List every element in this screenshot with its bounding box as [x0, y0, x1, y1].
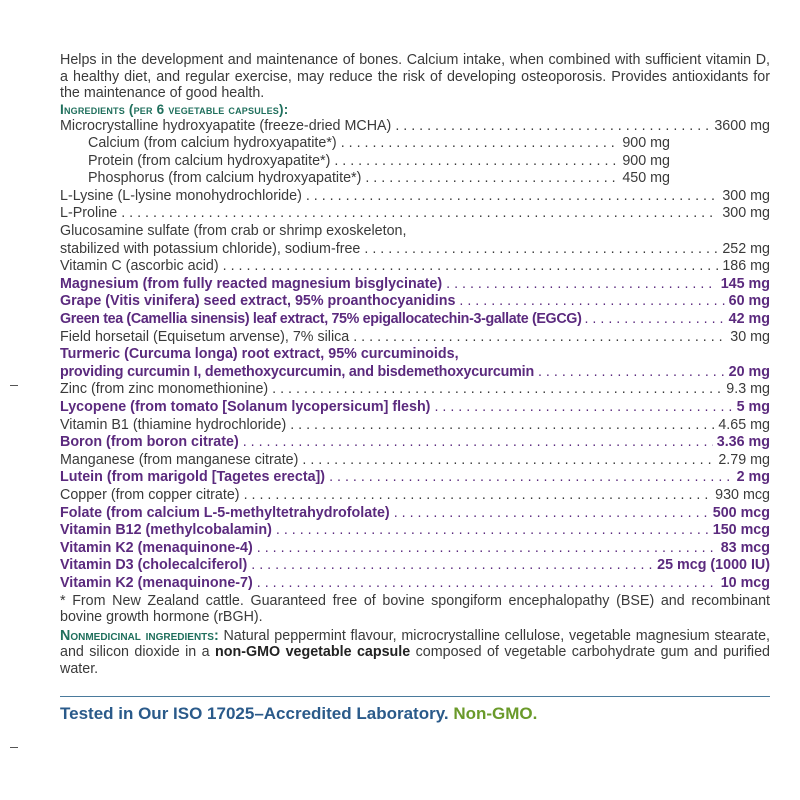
ingredients-header: Ingredients (per 6 vegetable capsules):	[60, 101, 289, 117]
ingredient-row: L-Proline . . . 300 mg	[60, 205, 770, 223]
ingredient-row: providing curcumin I, demethoxycurcumin, and bisdemethoxycurcumin . . . 20 mg	[60, 364, 770, 382]
ingredient-row: Green tea (Camellia sinensis) leaf extract, 75% epigallocatechin-3-gallate (EGCG) . . . 42 mg	[60, 311, 770, 329]
nonmedicinal-ingredients: Nonmedicinal ingredients: Natural peppermint flavour, microcrystalline cellulose, vegetable magnesium stearate, and silicon dioxide in a non-GMO vegetable capsule composed of vegetable carbohydrate gum and purified water.	[60, 627, 770, 677]
footnote: * From New Zealand cattle. Guaranteed free of bovine spongiform encephalopathy (BSE) and recombinant bovine growth hormone (rBGH).	[60, 592, 770, 626]
ingredient-row: Protein (from calcium hydroxyapatite*) . . . 900 mg	[60, 153, 770, 171]
divider	[60, 696, 770, 697]
non-gmo-text: Non-GMO.	[453, 704, 538, 723]
non-gmo-capsule: non-GMO vegetable capsule	[215, 644, 411, 661]
ingredient-row-line1: Turmeric (Curcuma longa) root extract, 95% curcuminoids,	[60, 346, 459, 363]
ingredient-row: Magnesium (from fully reacted magnesium bisglycinate) . . . 145 mg	[60, 276, 770, 294]
ingredient-row: Vitamin B1 (thiamine hydrochloride) . . . 4.65 mg	[60, 417, 770, 435]
ingredient-row: Calcium (from calcium hydroxyapatite*) . . . 900 mg	[60, 135, 770, 153]
intro-text: Helps in the development and maintenance of bones. Calcium intake, when combined with sufficient vitamin D, a healthy diet, and regular exercise, may reduce the risk of developing osteoporosis. Provides antioxidants for the maintenance of good health.	[60, 52, 770, 101]
crop-mark	[10, 747, 18, 748]
ingredient-row: Grape (Vitis vinifera) seed extract, 95% proanthocyanidins . . . 60 mg	[60, 293, 770, 311]
ingredient-row: Lutein (from marigold [Tagetes erecta]) . . . 2 mg	[60, 469, 770, 487]
nonmedicinal-header: Nonmedicinal ingredients:	[60, 627, 219, 644]
tested-text: Tested in Our ISO 17025–Accredited Laboratory.	[60, 704, 449, 723]
ingredient-row: Boron (from boron citrate) . . . 3.36 mg	[60, 434, 770, 452]
product-label	[60, 52, 770, 677]
ingredient-row: Vitamin K2 (menaquinone-7) . . . 10 mcg	[60, 575, 770, 593]
ingredient-row: stabilized with potassium chloride), sodium-free . . . 252 mg	[60, 241, 770, 259]
crop-mark	[10, 385, 18, 386]
ingredient-row: Phosphorus (from calcium hydroxyapatite*) . . . 450 mg	[60, 170, 770, 188]
ingredient-row: Zinc (from zinc monomethionine) . . . 9.3 mg	[60, 381, 770, 399]
ingredient-row: Microcrystalline hydroxyapatite (freeze-dried MCHA) . . . 3600 mg	[60, 118, 770, 136]
ingredient-row: Manganese (from manganese citrate) . . . 2.79 mg	[60, 452, 770, 470]
ingredient-row-line1: Glucosamine sulfate (from crab or shrimp exoskeleton,	[60, 223, 407, 240]
ingredient-row: Vitamin B12 (methylcobalamin) . . . 150 mcg	[60, 522, 770, 540]
ingredients-list	[60, 118, 770, 593]
ingredient-row: Vitamin K2 (menaquinone-4) . . . 83 mcg	[60, 540, 770, 558]
ingredient-row: Vitamin D3 (cholecalciferol) . . . 25 mcg (1000 IU)	[60, 557, 770, 575]
ingredient-row: L-Lysine (L-lysine monohydrochloride) . . . 300 mg	[60, 188, 770, 206]
ingredient-row: Vitamin C (ascorbic acid) . . . 186 mg	[60, 258, 770, 276]
tested-banner	[60, 704, 537, 724]
ingredient-row: Lycopene (from tomato [Solanum lycopersicum] flesh) . . . 5 mg	[60, 399, 770, 417]
ingredient-row: Field horsetail (Equisetum arvense), 7% silica . . . 30 mg	[60, 329, 770, 347]
ingredient-row: Folate (from calcium L-5-methyltetrahydrofolate) . . . 500 mcg	[60, 505, 770, 523]
ingredient-row: Copper (from copper citrate) . . . 930 mcg	[60, 487, 770, 505]
